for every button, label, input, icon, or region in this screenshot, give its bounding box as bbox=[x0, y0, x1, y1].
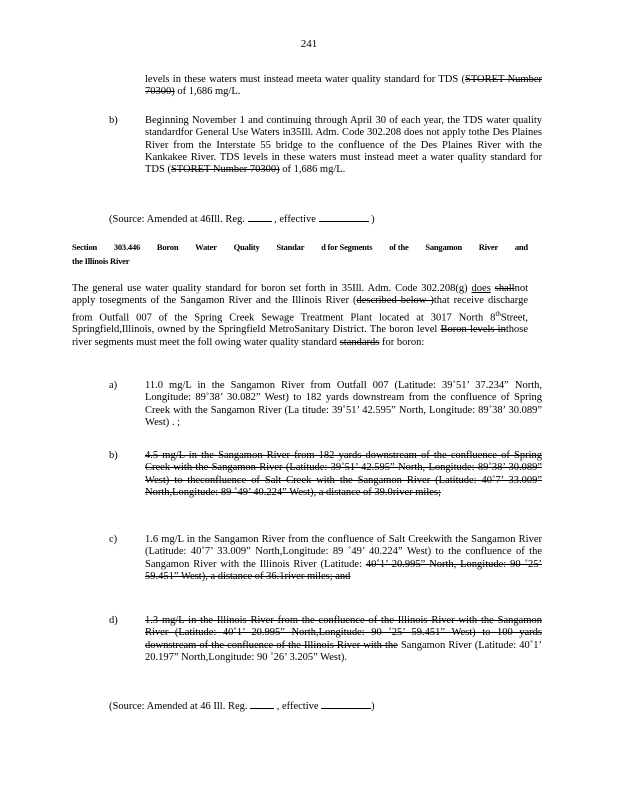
source-1-text-3: ) bbox=[368, 214, 375, 225]
item-d-strike: 1.3 mg/L in the Illinois River from the confluence of the Illinois River with the Sangamon River (Latitude: 40˚1’ 20.995” North,Longitude: 90 ˚25’ 59.451” West) to 100 yards downstream of the confluence of the Illinois River with the bbox=[145, 615, 542, 651]
item-c-label: c) bbox=[109, 534, 118, 545]
item-d-paragraph bbox=[145, 615, 542, 664]
body-text-6: for boron: bbox=[379, 336, 425, 348]
body-strike-standards: standards bbox=[339, 336, 380, 348]
source-2-text-1: (Source: Amended at 46 Ill. Reg. bbox=[109, 701, 251, 712]
source-2-text-3: ) bbox=[371, 701, 375, 712]
source-1-date-blank bbox=[319, 212, 369, 222]
top-text-1: levels in these waters must instead meeta water quality standard for TDS ( bbox=[145, 74, 465, 85]
source-note-1 bbox=[109, 212, 375, 226]
source-1-reg-blank bbox=[248, 212, 272, 222]
heading-word: Water bbox=[195, 242, 217, 252]
top-text-2: of 1,686 mg/L. bbox=[174, 86, 241, 98]
section-heading-line-2: the Illinois River bbox=[72, 256, 130, 266]
source-1-text-2: , effective bbox=[271, 214, 319, 225]
source-1-text-1: (Source: Amended at 46Ill. Reg. bbox=[109, 214, 248, 225]
top-strike-storet: STORET Number 70300) bbox=[145, 74, 542, 98]
body-paragraph bbox=[72, 283, 528, 349]
item-c-strike: 40˚1’ 20.995” North, Longitude: 90 ˚25’ 59.451” West), a distance of 36.1river miles; and bbox=[145, 558, 542, 582]
item-a-paragraph: 11.0 mg/L in the Sangamon River from Outfall 007 (Latitude: 39˚51’ 37.234” North, Longitude: 89˚38’ 30.082” West) to 182 yards downstream from the confluence of Spring Creek with the Sangamon River (La titude: 39˚51’ 42.595” North, Longitude: 89˚38’ 30.089” West) . ; bbox=[145, 380, 542, 428]
heading-word: Sangamon bbox=[425, 242, 462, 252]
item-a-label: a) bbox=[109, 380, 118, 391]
item-b-top-paragraph bbox=[145, 115, 542, 176]
heading-word: and bbox=[514, 242, 528, 252]
body-text-3: that receive discharge from Outfall 007 of the Spring Creek Sewage Treatment Plant located at 3017 North 8 bbox=[72, 295, 529, 324]
item-b-top-label: b) bbox=[109, 115, 118, 126]
body-insert-does: does bbox=[471, 283, 491, 294]
body-strike-shall: shall bbox=[494, 283, 515, 294]
item-b-paragraph: 4.5 mg/L in the Sangamon River from 182 yards downstream of the confluence of Spring Creek with the Sangamon River (Latitude: 39˚51’ 42.595” North, Longitude: 89˚38’ 30.089” West) to theconfluence of Salt Creek with the Sangamon River (Latitude: 40˚7’ 33.009” North,Longitude: 89 ˚49’ 40.224” West), a distance of 39.0river miles; bbox=[145, 450, 542, 498]
heading-word: Boron bbox=[156, 242, 179, 252]
page-number: 241 bbox=[300, 38, 318, 50]
heading-word: Quality bbox=[233, 242, 260, 252]
heading-word: River bbox=[478, 242, 499, 252]
body-strike-described: described below ) bbox=[356, 295, 434, 307]
item-d-label: d) bbox=[109, 615, 118, 626]
body-text-5: those river segments must meet the foll owing water quality standard bbox=[72, 324, 528, 348]
body-strike-boron-levels: Boron levels in bbox=[440, 324, 506, 336]
item-c-paragraph bbox=[145, 534, 542, 583]
heading-word: d for Segments bbox=[321, 242, 373, 252]
item-d-text: Sangamon River (Latitude: 40˚1’ 20.197” North,Longitude: 90 ˚26’ 3.205” West). bbox=[145, 639, 542, 663]
heading-word: Standar bbox=[276, 242, 305, 252]
heading-word: of the bbox=[389, 242, 409, 252]
source-note-2 bbox=[109, 699, 375, 713]
source-2-reg-blank bbox=[250, 699, 274, 709]
section-heading-line-1 bbox=[72, 240, 528, 254]
body-text-1: The general use water quality standard for boron set forth in 35Ill. Adm. Code 302.208(g) bbox=[72, 283, 472, 294]
body-text-4: Street, Springfield,Illinois, owned by the Springfield MetroSanitary District. The boron level bbox=[72, 312, 528, 336]
top-continuation-paragraph bbox=[145, 74, 542, 99]
section-heading bbox=[72, 240, 528, 268]
item-b-top-text-1: Beginning November 1 and continuing through April 30 of each year, the TDS water quality standardfor General Use Waters in35Ill. Adm. Code 302.208 does not apply tothe Des Plaines River from the Interstate 55 bridge to the confluence of the Des Plaines River with the Kankakee River. TDS levels in these waters must instead meet a water quality standard for TDS ( bbox=[145, 115, 542, 176]
source-2-date-blank bbox=[321, 699, 371, 709]
heading-word: 303.446 bbox=[113, 242, 141, 252]
source-2-text-2: , effective bbox=[274, 701, 322, 712]
item-b-top-strike: STORET Number 70300) bbox=[170, 164, 280, 176]
item-b-label: b) bbox=[109, 450, 118, 461]
body-superscript: th bbox=[495, 309, 501, 318]
heading-word: Section bbox=[72, 242, 98, 252]
item-c-text: 1.6 mg/L in the Sangamon River from the confluence of Salt Creekwith the Sangamon River (Latitude: 40˚7’ 33.009” North,Longitude: 89 ˚49’ 40.224” West) to the confluence of the Sangamon River with the Illinois River (Latitude: bbox=[145, 534, 542, 570]
item-b-top-text-2: of 1,686 mg/L. bbox=[279, 164, 346, 176]
body-text-2: not apply tosegments of the Sangamon River and the Illinois River ( bbox=[72, 283, 529, 307]
